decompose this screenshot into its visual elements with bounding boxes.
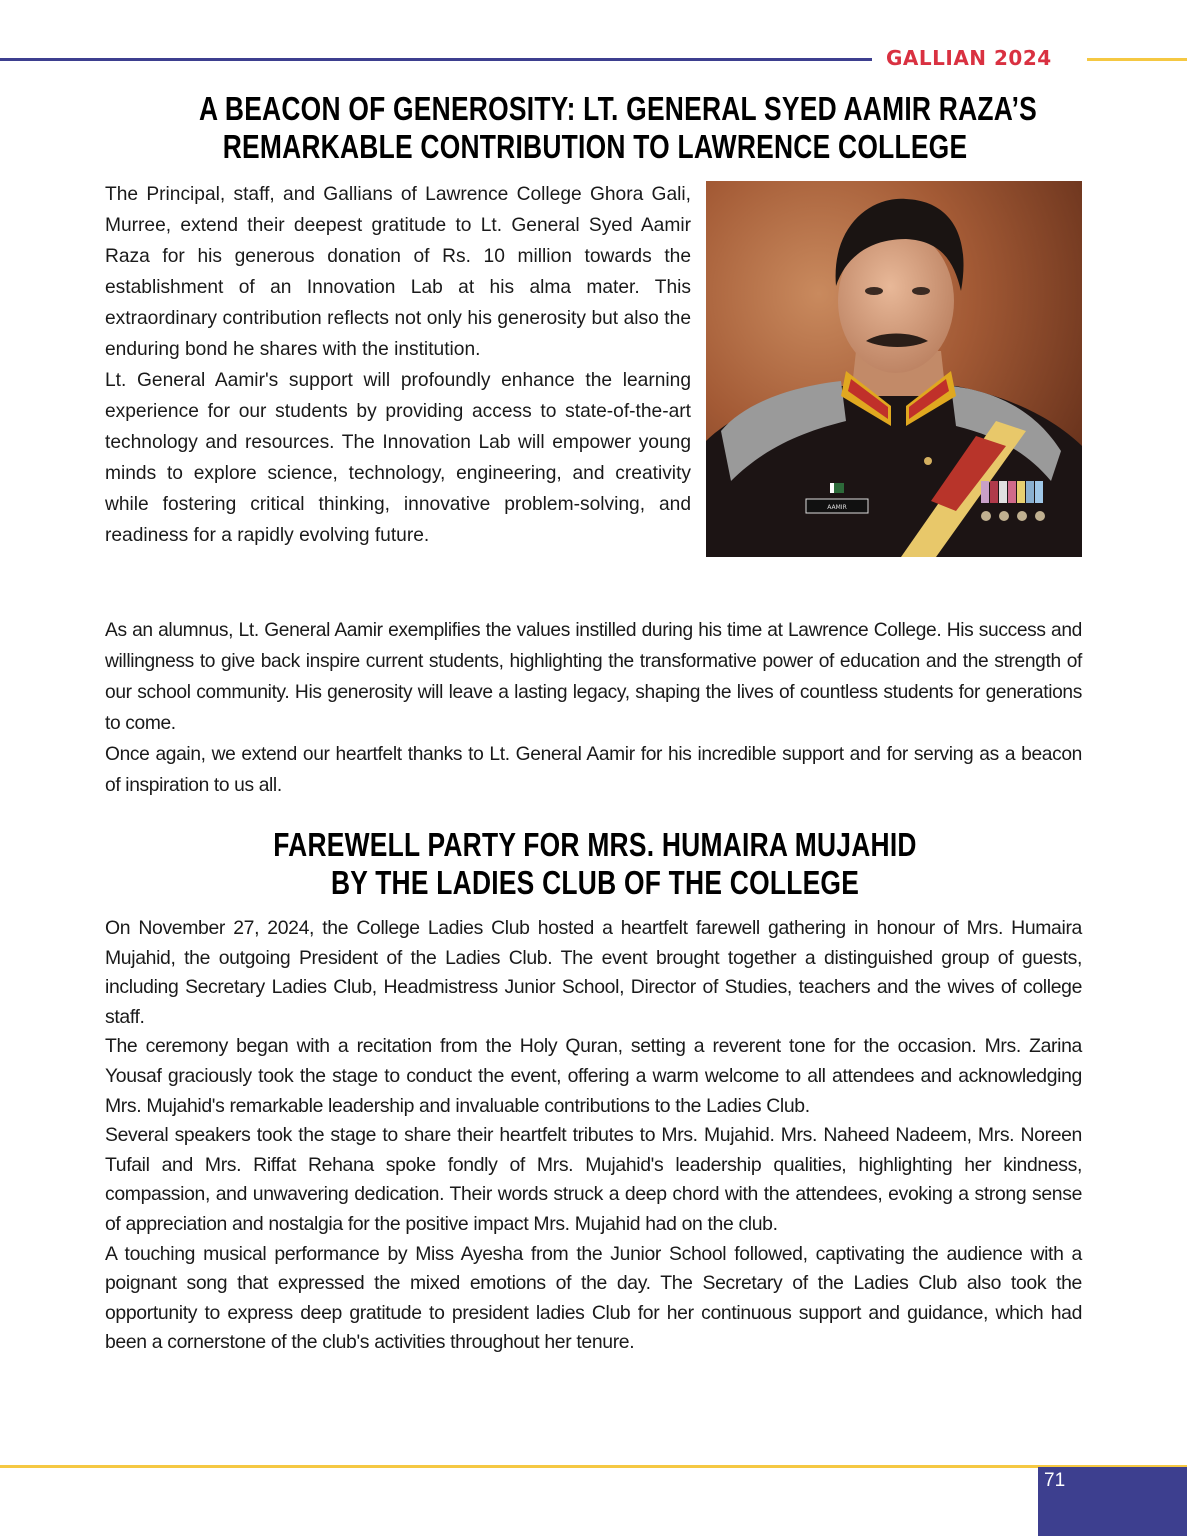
footer-rule: [0, 1465, 1187, 1468]
portrait-image: [706, 181, 1082, 557]
article-2-headline-line-1: FAREWELL PARTY FOR MRS. HUMAIRA MUJAHID: [273, 826, 917, 863]
article-2-body-text: [105, 914, 1082, 1358]
article-2-paragraph-1: On November 27, 2024, the College Ladies Club hosted a heartfelt farewell gathering in honour of Mrs. Humaira Mujahid, the outgoing President of the Ladies Club. The event brought together a distinguished group of guests, including Secretary Ladies Club, Headmistress Junior School, Director of Studies, teachers and the wives of college staff.: [105, 917, 1082, 1028]
article-2-paragraph-2: The ceremony began with a recitation from the Holy Quran, setting a reverent tone for the occasion. Mrs. Zarina Yousaf graciously took the stage to conduct the event, offering a warm welcome to all attendees and acknowledging Mrs. Mujahid's remarkable leadership and invaluable contributions to the Ladies Club.: [105, 1035, 1082, 1117]
header-rule-right: [1087, 58, 1187, 61]
article-1-paragraph-3: As an alumnus, Lt. General Aamir exemplifies the values instilled during his time at Lawrence College. His success and willingness to give back inspire current students, highlighting the transformative power of education and the strength of our school community. His generosity will leave a lasting legacy, shaping the lives of countless students for generations to come.: [105, 620, 1082, 734]
page-number-box: [1038, 1467, 1187, 1536]
article-1-paragraph-2: Lt. General Aamir's support will profoundly enhance the learning experience for our students by providing access to state-of-the-art technology and resources. The Innovation Lab will empower young minds to explore science, technology, engineering, and creativity while fostering critical thinking, innovative problem-solving, and readiness for a rapidly evolving future.: [105, 370, 691, 546]
article-1-headline-line-1: A BEACON OF GENEROSITY: LT. GENERAL SYED AAMIR RAZA’S: [199, 90, 1038, 127]
article-1-headline-line-2: REMARKABLE CONTRIBUTION TO LAWRENCE COLLEGE: [222, 128, 968, 165]
header-rule-left: [0, 58, 872, 61]
article-1-paragraph-1: The Principal, staff, and Gallians of Lawrence College Ghora Gali, Murree, extend their deepest gratitude to Lt. General Syed Aamir Raza for his generous donation of Rs. 10 million towards the establishment of an Innovation Lab at his alma mater. This extraordinary contribution reflects not only his generosity but also the enduring bond he shares with the institution.: [105, 184, 691, 360]
article-1-full-width-text: [105, 615, 1082, 801]
article-1-paragraph-4: Once again, we extend our heartfelt thanks to Lt. General Aamir for his incredible support and for serving as a beacon of inspiration to us all.: [105, 744, 1082, 796]
portrait-illustration: [706, 181, 1082, 557]
article-2-paragraph-3: Several speakers took the stage to share their heartfelt tributes to Mrs. Mujahid. Mrs. Naheed Nadeem, Mrs. Noreen Tufail and Mrs. Riffat Rehana spoke fondly of Mrs. Mujahid's leadership qualities, highlighting her kindness, compassion, and unwavering dedication. Their words struck a deep chord with the attendees, evoking a strong sense of appreciation and nostalgia for the positive impact Mrs. Mujahid had on the club.: [105, 1124, 1082, 1235]
article-1-column-text: [105, 179, 691, 551]
article-2-headline: [199, 826, 991, 902]
name-tag-text: AAMIR: [827, 504, 847, 511]
article-1-headline: [199, 90, 1038, 166]
publication-title: GALLIAN 2024: [886, 46, 1052, 70]
page-number: 71: [1044, 1470, 1066, 1491]
article-2-headline-line-2: BY THE LADIES CLUB OF THE COLLEGE: [330, 864, 860, 901]
article-2-paragraph-4: A touching musical performance by Miss Ayesha from the Junior School followed, captivating the audience with a poignant song that expressed the mixed emotions of the day. The Secretary of the Ladies Club also took the opportunity to express deep gratitude to president ladies Club for her continuous support and guidance, which had been a cornerstone of the club's activities throughout her tenure.: [105, 1242, 1082, 1354]
